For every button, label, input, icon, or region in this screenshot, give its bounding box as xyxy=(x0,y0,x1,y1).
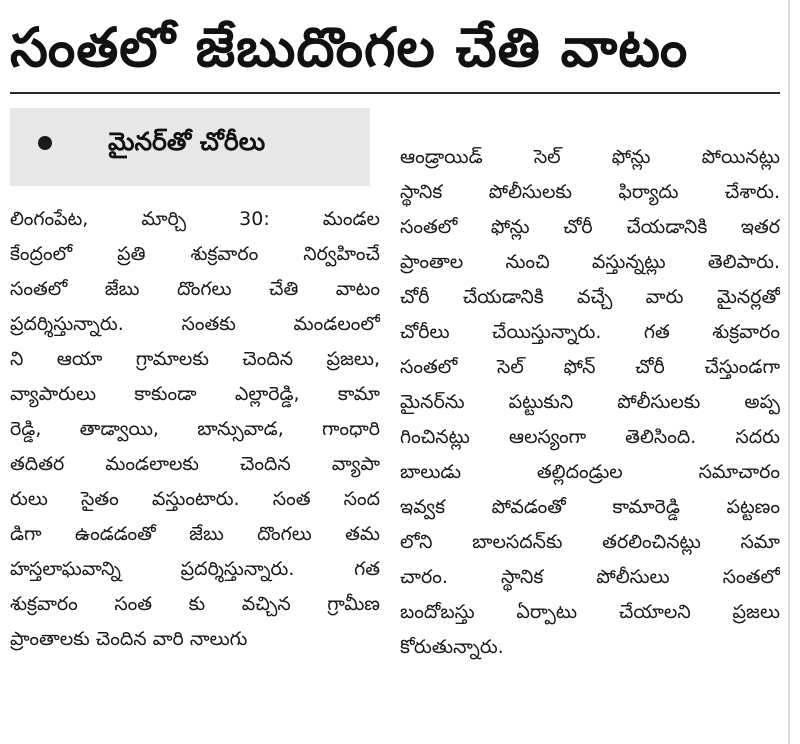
article-column-left xyxy=(10,202,380,657)
article-line: సంతలో ఫోన్లు చోరీ చేయడానికి ఇతర xyxy=(400,216,780,238)
article-line: ప్రాంతాలకు చెందిన వారి నాలుగు xyxy=(10,628,248,650)
article-line: తదితర మండలాలకు చెందిన వ్యాపా xyxy=(10,453,380,475)
article-line: డిగా ఉండడంతో జేబు దొంగలు తమ xyxy=(10,523,380,545)
article-line: లోని బాలసదన్‌కు తరలించినట్లు సమా xyxy=(400,531,780,553)
subheading-box xyxy=(10,108,370,186)
article-line: బందోబస్తు ఏర్పాటు చేయాలని ప్రజలు xyxy=(400,601,780,623)
article-line: లింగంపేట, మార్చి 30: మండల xyxy=(10,208,380,230)
article-line: ప్రదర్శిస్తున్నారు. సంతకు మండలంలో xyxy=(10,313,380,335)
article-line: కేంద్రంలో ప్రతి శుక్రవారం నిర్వహించే xyxy=(10,243,380,265)
article-column-right xyxy=(400,140,780,665)
article-line: చోరీలు చేయిస్తున్నారు. గత శుక్రవారం xyxy=(400,321,780,343)
article-line: గించినట్లు ఆలస్యంగా తెలిసింది. సదరు xyxy=(400,426,780,448)
subheading-text: మైనర్‌తో చోరీలు xyxy=(108,127,266,156)
article-line: కోరుతున్నారు. xyxy=(400,636,504,658)
headline-rule xyxy=(10,92,780,94)
article-line: సంతలో జేబు దొంగలు చేతి వాటం xyxy=(10,278,380,300)
article-line: సంతలో సెల్ ఫోన్ చోరీ చేస్తుండగా xyxy=(400,356,780,378)
article-line: శుక్రవారం సంత కు వచ్చిన గ్రామీణ xyxy=(10,593,380,615)
article-line: వ్యాపారులు కాకుండా ఎల్లారెడ్డి, కామా xyxy=(10,383,380,405)
article-line: ఇవ్వక పోవడంతో కామారెడ్డి పట్టణం xyxy=(400,496,780,518)
article-line: మైనర్‌ను పట్టుకుని పోలీసులకు అప్ప xyxy=(400,391,780,413)
page-edge-divider xyxy=(788,0,790,744)
article-line: చోరీ చేయడానికి వచ్చే వారు మైనర్లతో xyxy=(400,286,780,308)
article-line: ఆండ్రాయిడ్ సెల్ ఫోన్లు పోయినట్లు xyxy=(400,146,780,168)
article-line: బాలుడు తల్లిదండ్రుల సమాచారం xyxy=(400,461,780,483)
article-line: చారం. స్థానిక పోలీసులు సంతలో xyxy=(400,566,780,588)
bullet-dot-icon xyxy=(38,136,52,150)
article-headline: సంతలో జేబుదొంగల చేతి వాటం xyxy=(10,16,689,79)
article-line: స్థానిక పోలీసులకు ఫిర్యాదు చేశారు. xyxy=(400,181,780,203)
article-line: హస్తలాఘవాన్ని ప్రదర్శిస్తున్నారు. గత xyxy=(10,558,380,580)
article-line: ప్రాంతాల నుంచి వస్తున్నట్లు తెలిపారు. xyxy=(400,251,780,273)
article-line: రెడ్డి, తాడ్వాయి, బాన్సువాడ, గాంధారి xyxy=(10,418,380,440)
article-line: రులు సైతం వస్తుంటారు. సంత సంద xyxy=(10,488,380,510)
article-line: ని ఆయా గ్రామాలకు చెందిన ప్రజలు, xyxy=(10,348,380,370)
